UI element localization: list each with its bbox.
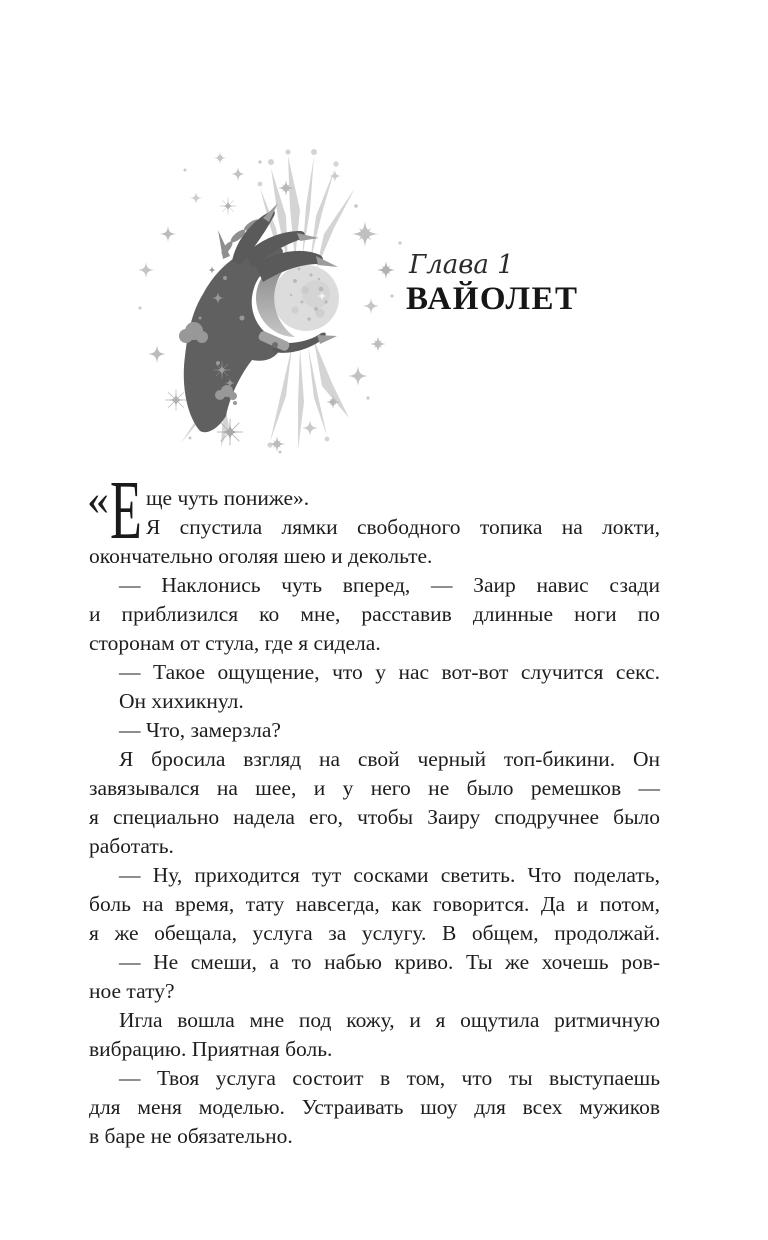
text-line: ное тату? (89, 979, 175, 1003)
text-line: Я спустила лямки свободного топика на локти, (146, 515, 660, 539)
text-line: сторонам от стула, где я сидела. (89, 631, 381, 655)
text-line: боль на время, тату навсегда, как говорится. Да и потом, (89, 892, 660, 916)
dropcap-letter: Е (110, 464, 142, 557)
chapter-illustration-hand-moon (130, 148, 420, 458)
body-text (87, 464, 660, 1151)
chapter-title: ВАЙОЛЕТ (406, 281, 579, 317)
text-line: Он хихикнул. (119, 689, 244, 713)
text-line: Я бросила взгляд на свой черный топ-бикини. Он (119, 747, 660, 771)
text-line: — Твоя услуга состоит в том, что ты выступаешь (119, 1066, 660, 1090)
text-line: я специально надела его, чтобы Заиру сподручнее было (89, 805, 660, 829)
text-line: вибрацию. Приятная боль. (89, 1037, 333, 1061)
moon-ball (273, 265, 339, 331)
text-line: — Такое ощущение, что у нас вот-вот случится секс. (119, 660, 660, 684)
text-line: и приблизился ко мне, расставив длинные ноги по (89, 602, 660, 626)
paragraph-lines (89, 542, 660, 1151)
text-line: для меня моделью. Устраивать шоу для всех мужиков (89, 1095, 660, 1119)
text-line: в баре не обязательно. (89, 1124, 293, 1148)
dropcap (87, 464, 146, 557)
chapter-label: Глава 1 (409, 250, 514, 280)
dropcap-guillemet: « (87, 475, 109, 524)
text-line: я же обещала, услуга за услугу. В общем, продолжай. (89, 921, 660, 945)
text-line: — Не смеши, а то набью криво. Ты же хочешь ров- (119, 950, 660, 974)
text-line: окончательно оголяя шею и декольте. (89, 544, 433, 568)
text-line: ще чуть пониже». (146, 486, 310, 510)
text-line: — Что, замерзла? (119, 718, 281, 742)
text-line: работать. (89, 834, 174, 858)
text-line: — Наклонись чуть вперед, — Заир навис сзади (119, 573, 660, 597)
dropcap-lines (146, 484, 660, 542)
text-line: завязывался на шее, и у него не было ремешков — (89, 776, 660, 800)
text-line: Игла вошла мне под кожу, и я ощутила ритмичную (119, 1008, 660, 1032)
text-line: — Ну, приходится тут сосками светить. Что поделать, (119, 863, 660, 887)
